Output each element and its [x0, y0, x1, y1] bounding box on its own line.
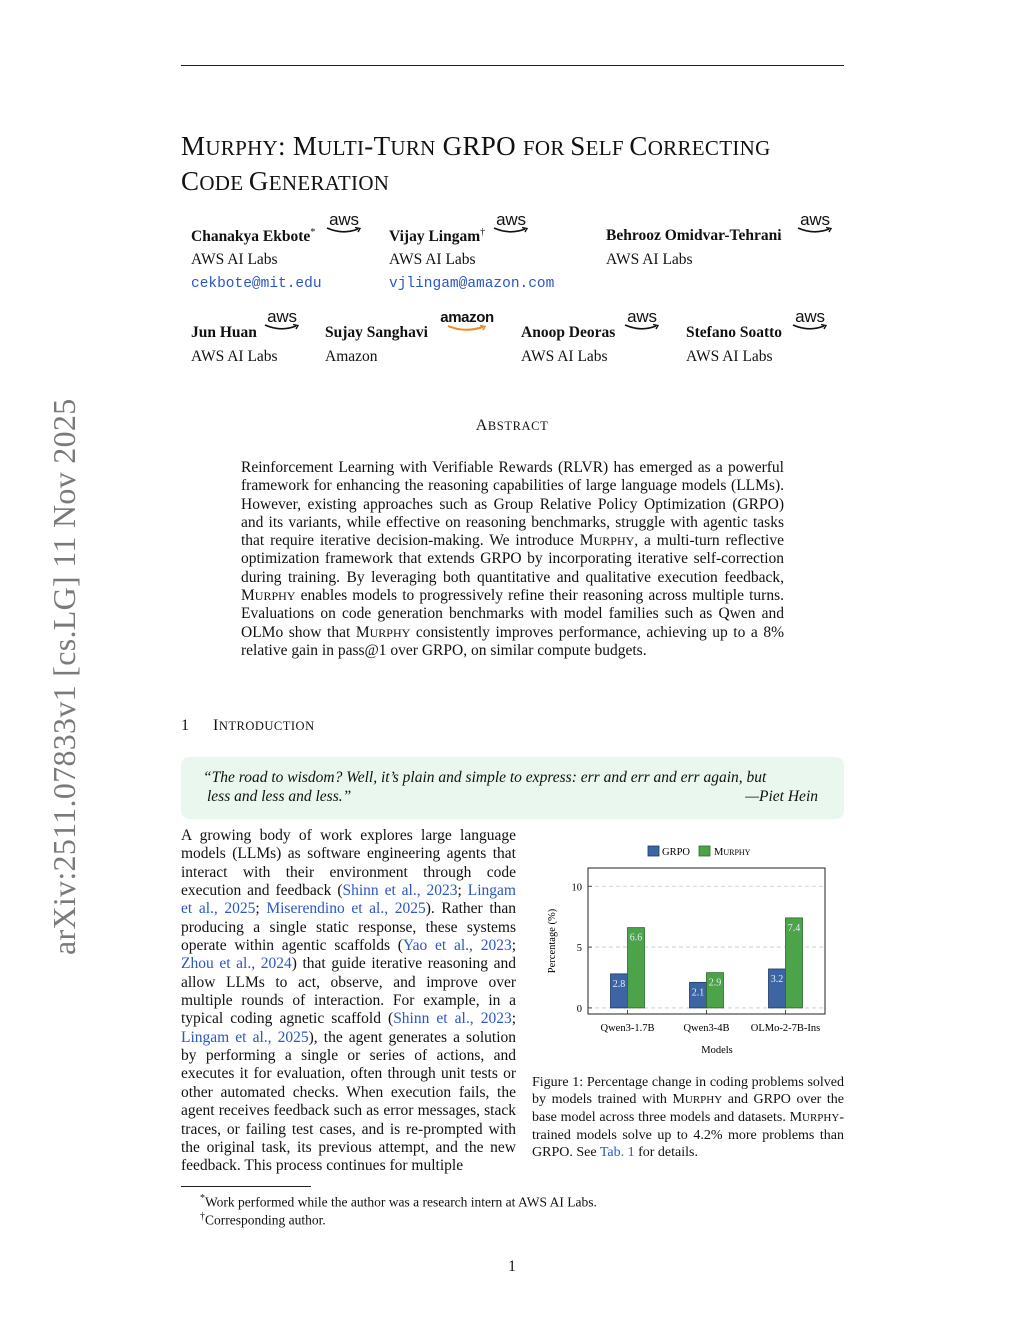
footnote-mark: † — [200, 1211, 205, 1222]
citation-author[interactable]: Lingam et al. — [181, 1028, 268, 1046]
abstract-heading — [0, 417, 1024, 435]
table-ref-link[interactable]: Tab. 1 — [599, 1145, 635, 1160]
chart-legend — [648, 846, 751, 858]
x-tick-label: Qwen3-1.7B — [600, 1023, 655, 1034]
author-name: Jun Huan — [191, 324, 257, 341]
citation-year[interactable]: 2025 — [394, 900, 426, 918]
citation-year[interactable]: 2023 — [480, 1010, 512, 1028]
citation-sep[interactable]: , — [251, 955, 261, 973]
title-part: C — [181, 166, 200, 196]
abstract-segment: Reinforcement Learning with Verifiable Rewards (RLVR) has emerged as a powerful framework for enhancing the reasoning capabilities of large language models (LLMs). However, existing approaches such as Group Relative Policy Optimization (GRPO) and its variants, while effective on reasoning benchmarks, struggle with agentic tasks that require iterative decision-making. We introduce — [241, 459, 784, 550]
citation-author[interactable]: Yao et al. — [402, 937, 470, 955]
citation-separator: ; — [511, 1010, 517, 1028]
y-tick-label: 10 — [571, 882, 582, 894]
quote-text: less and less and less.” — [207, 787, 352, 805]
citation-author[interactable]: Shinn et al. — [393, 1010, 470, 1028]
citation-author[interactable]: Lingam et al. — [181, 882, 516, 918]
section-number: 1 — [181, 717, 190, 734]
aws-logo-icon — [324, 212, 364, 234]
title-part: FOR — [522, 136, 571, 160]
paper-title — [181, 130, 851, 200]
citation-link[interactable] — [181, 1029, 309, 1046]
heading-part: BSTRACT — [487, 419, 549, 433]
citation-sep[interactable]: , — [469, 1010, 481, 1028]
aws-logo-text: aws — [795, 307, 825, 326]
aws-logo-icon — [262, 309, 302, 331]
abstract-segment: , a multi-turn reflective optimization framework that extends GRPO by incorporating iterative self-correction during training. By leveraging both quantitative and qualitative execution feedback, — [241, 532, 784, 586]
caption-segment: -trained models solve up to 4.2% more problems than GRPO. See — [532, 1110, 844, 1160]
murphy-name: URPHY — [369, 625, 411, 640]
citation-link[interactable] — [342, 882, 457, 899]
murphy-name: URPHY — [593, 534, 635, 549]
y-axis-label: Percentage (%) — [547, 908, 558, 974]
murphy-name: M — [672, 1092, 685, 1107]
title-part: ODE — [199, 171, 249, 195]
y-tick-label: 5 — [576, 943, 582, 955]
citation-year[interactable]: 2024 — [260, 955, 292, 973]
x-tick-label: Qwen3-4B — [683, 1023, 730, 1034]
author-affiliation: AWS AI Labs — [191, 348, 278, 365]
author-affiliation: AWS AI Labs — [191, 251, 278, 268]
citation-separator: ; — [511, 937, 516, 955]
aws-logo-text: aws — [800, 210, 830, 229]
bars — [611, 918, 803, 1008]
author-name: Behrooz Omidvar-Tehrani — [606, 227, 782, 244]
citation-sep[interactable]: , — [213, 900, 225, 918]
text-segment: A growing body of work explores large language models (LLMs) as software engineering agents that interact with their environment through code execution and feedback ( — [181, 827, 516, 900]
author-name — [191, 227, 315, 246]
author-mark: † — [480, 227, 486, 238]
murphy-name: M — [241, 587, 255, 605]
caption-segment: and GRPO over the base model across three models and datasets. — [532, 1092, 844, 1125]
quote-line — [203, 788, 818, 807]
aws-logo-text: aws — [329, 210, 359, 229]
author-name: Sujay Sanghavi — [325, 324, 428, 341]
abstract-segment: enables models to progressively refine their reasoning across multiple turns. Evaluations on code generation benchmarks with model families such as Qwen and OLMo show that — [241, 587, 784, 641]
heading-part: NTRODUCTION — [218, 719, 315, 733]
citation-year[interactable]: 2025 — [224, 900, 256, 918]
citation-author[interactable]: Miserendino et al. — [266, 900, 385, 918]
murphy-name: M — [355, 623, 370, 641]
legend-label-grpo: GRPO — [662, 847, 691, 858]
text-segment: ), the agent generates a solution by performing a single or series of actions, and executes it for evaluation, often through unit tests or other automated checks. When execution fails, the agent receives feedback such as error messages, stack traces, or failing test cases, and is re-prompted with the original task, its previous attempt, and the new feedback. This process continues for multiple — [181, 1028, 517, 1175]
legend-label-part: URPHY — [723, 848, 751, 857]
y-tick-label: 0 — [576, 1003, 582, 1015]
author-name-text: Chanakya Ekbote — [191, 228, 311, 246]
amazon-logo-text: amazon — [440, 309, 494, 326]
aws-logo-text: aws — [627, 307, 657, 326]
title-part: ULTI — [317, 136, 365, 160]
figure-caption — [532, 1074, 844, 1161]
abstract-text — [241, 459, 784, 660]
title-part: ELF — [585, 136, 630, 160]
title-part: M — [292, 131, 318, 161]
citation-sep[interactable]: , — [469, 937, 481, 955]
title-part: T — [373, 131, 391, 161]
aws-logo-icon — [491, 212, 531, 234]
citation-sep[interactable]: , — [416, 882, 427, 900]
caption-segment: for details. — [634, 1145, 698, 1160]
data-label: 7.4 — [787, 922, 801, 934]
intro-paragraph — [181, 827, 516, 1176]
figure-1-chart — [532, 838, 847, 1068]
text-segment: ). Rather than producing a single static response, these systems operate within agentic scaffolds ( — [181, 900, 517, 955]
title-part: : — [278, 131, 293, 161]
legend-swatch-grpo — [648, 846, 659, 856]
aws-logo-text: aws — [267, 307, 297, 326]
murphy-name: URPHY — [254, 589, 296, 604]
title-part: C — [629, 131, 648, 161]
x-tick-label: OLMo-2-7B-Ins — [750, 1023, 821, 1034]
text-segment: ) that guide iterative reasoning and allow LLMs to act, observe, and improve over multiple rounds of interaction. For example, in a typical coding agnetic scaffold ( — [181, 955, 517, 1028]
title-part: GRPO — [435, 131, 523, 161]
author-affiliation: AWS AI Labs — [686, 348, 773, 365]
quote-attribution: —Piet Hein — [745, 787, 818, 805]
aws-logo-text: aws — [496, 210, 526, 229]
title-part: ENERATION — [268, 171, 390, 195]
section-heading-introduction — [181, 717, 315, 735]
author-name: Stefano Soatto — [686, 324, 783, 341]
murphy-name: M — [579, 532, 594, 550]
author-affiliation: AWS AI Labs — [521, 348, 608, 365]
author-affiliation: Amazon — [325, 348, 378, 365]
arxiv-stamp: arXiv:2511.07833v1 [cs.LG] 11 Nov 2025 — [46, 398, 82, 955]
title-part: S — [570, 131, 586, 161]
quote-line: “The road to wisdom? Well, it’s plain and simple to express: err and err and err again, but — [203, 769, 767, 786]
footnote — [200, 1208, 326, 1229]
abstract-segment: consistently improves performance, achieving up to a 8% relative gain in pass@1 over GRPO, on similar compute budgets. — [241, 623, 784, 659]
author-affiliation: AWS AI Labs — [606, 251, 693, 268]
footnote-rule — [181, 1186, 311, 1187]
citation-link[interactable] — [266, 900, 425, 917]
citation-year[interactable]: 2023 — [480, 937, 512, 955]
caption-label: Figure 1: — [532, 1075, 584, 1090]
citation-sep[interactable]: , — [267, 1028, 278, 1046]
murphy-name: URPHY — [802, 1112, 840, 1124]
page-number: 1 — [508, 1258, 516, 1275]
aws-logo-icon — [795, 212, 835, 234]
data-label: 2.8 — [612, 978, 626, 990]
caption-segment: Percentage change in coding problems solved by models trained with — [532, 1075, 844, 1107]
footnote-mark: * — [200, 1193, 205, 1204]
citation-year[interactable]: 2025 — [277, 1028, 309, 1046]
epigraph-quote — [181, 757, 844, 819]
legend-swatch-murphy — [699, 846, 710, 856]
title-part: - — [364, 131, 374, 161]
footnote-text: Work performed while the author was a research intern at AWS AI Labs. — [205, 1194, 597, 1210]
data-label: 6.6 — [629, 932, 643, 944]
aws-logo-icon — [790, 309, 830, 331]
citation-sep[interactable]: , — [384, 900, 395, 918]
author-name: Anoop Deoras — [521, 324, 616, 341]
citation-link[interactable] — [403, 937, 512, 954]
top-rule — [181, 65, 844, 66]
citation-link[interactable] — [393, 1010, 512, 1027]
citation-separator: ; — [255, 900, 267, 918]
title-part: G — [248, 166, 269, 196]
murphy-name: M — [789, 1110, 803, 1125]
title-part: URN — [390, 136, 436, 160]
footnote-text: Corresponding author. — [205, 1212, 326, 1228]
author-email-link[interactable]: cekbote@mit.edu — [191, 276, 322, 292]
title-part: ORRECTING — [647, 136, 771, 160]
title-part: M — [181, 131, 206, 161]
citation-year[interactable]: 2023 — [426, 882, 458, 900]
heading-part: I — [213, 717, 219, 734]
author-name-text: Vijay Lingam — [389, 228, 481, 246]
amazon-logo-icon — [437, 310, 497, 332]
data-label: 3.2 — [770, 973, 784, 985]
bar-chart — [532, 838, 847, 1068]
legend-label-murphy — [714, 847, 751, 858]
data-label: 2.1 — [691, 987, 705, 999]
heading-part: A — [475, 417, 488, 434]
author-affiliation: AWS AI Labs — [389, 251, 476, 268]
author-mark: * — [310, 227, 316, 238]
citation-separator: ; — [457, 882, 468, 900]
citation-link[interactable] — [181, 955, 292, 972]
citation-author[interactable]: Zhou et al. — [181, 955, 252, 973]
author-email-link[interactable]: vjlingam@amazon.com — [389, 276, 555, 292]
aws-logo-icon — [622, 309, 662, 331]
y-axis-ticks — [572, 882, 593, 1015]
murphy-name: URPHY — [684, 1094, 723, 1106]
title-part: URPHY — [205, 136, 278, 160]
citation-author[interactable]: Shinn et al. — [342, 882, 417, 900]
legend-label-part: M — [714, 847, 724, 858]
data-label: 2.9 — [708, 977, 722, 989]
author-name — [389, 227, 485, 246]
x-axis-label: Models — [701, 1045, 733, 1056]
